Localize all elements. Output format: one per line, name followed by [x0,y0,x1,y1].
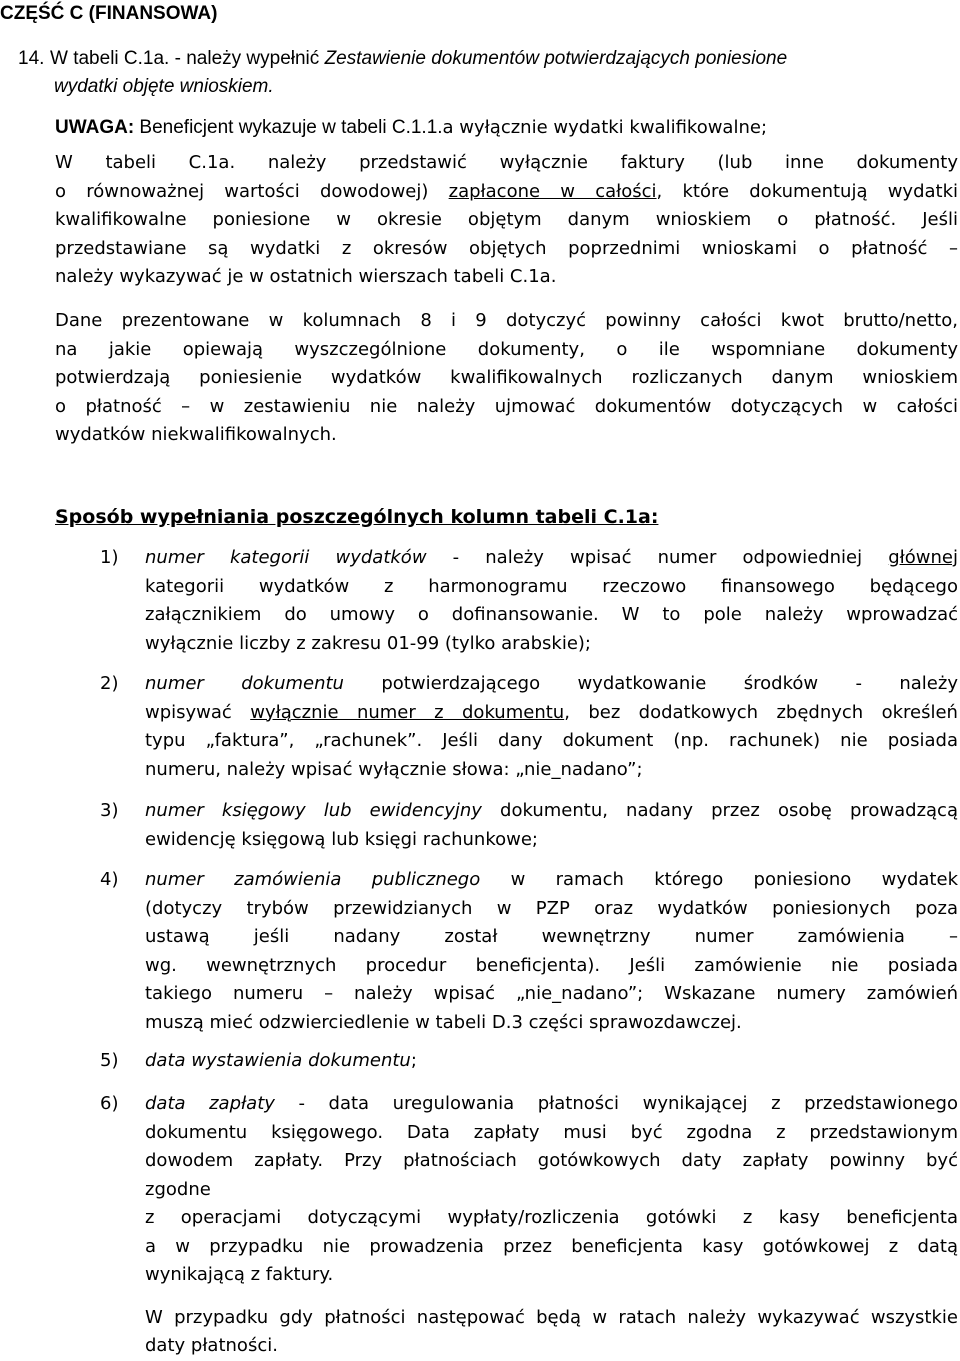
para1-line-5: należy wykazywać je w ostatnich wierszach tabeli C.1a. [55,266,557,287]
item-2-line-3: typu „faktura”, „rachunek”. Jeśli dany dokument (np. rachunek) nie posiada [145,730,958,751]
para2-line-2: na jakie opiewają wyszczególnione dokumenty, o ile wspomniane dokumenty [55,338,958,360]
item-2-term: numer dokumentu [145,673,344,694]
point-14 [18,45,948,101]
item-number: 5) [100,1050,119,1071]
list-item-5 [100,1047,958,1076]
item-4-line-2: (dotyczy trybów przewidzianych w PZP oraz wydatków poniesionych poza [145,897,958,919]
item-number: 1) [100,547,119,568]
para1-line-2a: o równoważnej wartości dowodowej) [55,180,449,202]
item-2-line-2a: wpisywać [145,701,251,723]
section-title: Sposób wypełniania poszczególnych kolumn tabeli C.1a: [55,506,659,528]
point-14-italic-title: Zestawienie dokumentów potwierdzających poniesione [324,48,788,69]
item-2-rest: potwierdzającego wydatkowanie środków - należy [343,673,958,694]
item-2-line-1 [145,670,958,699]
list-item-3 [100,797,958,854]
page-heading: CZĘŚĆ C (FINANSOWA) [0,3,218,24]
item-2-underlined: wyłącznie numer z dokumentu [250,701,565,723]
paragraph-dane [55,307,958,450]
item-6-line-8: W przypadku gdy płatności następować będą w ratach należy wykazywać wszystkie [145,1306,958,1328]
item-6-term: data zapłaty [145,1093,275,1114]
para1-line-2b: , które dokumentują wydatki [656,180,959,202]
item-6-line-1 [145,1090,958,1119]
uwaga-text: Beneficjent wykazuje w tabeli C.1.1. [134,117,443,138]
uwaga-text-cont: a wyłącznie wydatki kwalifikowalne; [442,117,768,138]
list-item-6 [100,1090,958,1361]
item-5-line-1 [145,1047,958,1076]
item-6-line-6: a w przypadku nie prowadzenia przez beneficjenta kasy gotówkowej z datą [145,1235,958,1257]
item-2-line-4: numeru, należy wpisać wyłącznie słowa: „nie_nadano”; [145,758,643,780]
item-4-rest: w ramach którego poniesiono wydatek [480,869,958,890]
para1-line-2 [55,178,958,207]
item-5-rest: ; [410,1050,417,1071]
item-3-term: numer księgowy lub ewidencyjny [145,800,482,821]
para2-line-3: potwierdzają poniesienie wydatków kwalifikowalnych rozliczanych danym wnioskiem [55,367,958,388]
item-1-line-1 [145,544,958,573]
item-1-line-4: wyłącznie liczby z zakresu 01-99 (tylko arabskie); [145,632,592,654]
para1-line-1: W tabeli C.1a. należy przedstawić wyłącznie faktury (lub inne dokumenty [55,152,958,173]
item-6-line-7: wynikającą z faktury. [145,1264,334,1285]
item-4-line-6: muszą mieć odzwierciedlenie w tabeli D.3 części sprawozdawczej. [145,1011,742,1033]
item-2-line-2 [145,699,958,728]
item-4-line-5: takiego numeru – należy wpisać „nie_nadano”; Wskazane numery zamówień [145,983,958,1004]
item-6-line-5: z operacjami dotyczącymi wypłaty/rozliczenia gotówki z kasy beneficjenta [145,1207,958,1228]
item-1-term: numer kategorii wydatków [145,547,427,568]
item-1-line-2: kategorii wydatków z harmonogramu rzeczowo finansowego będącego [145,575,958,597]
list-item-4 [100,866,958,1037]
uwaga-label: UWAGA: [55,117,135,138]
item-3-line-2: ewidencję księgową lub księgi rachunkowe; [145,828,538,850]
item-3-line-1 [145,797,958,826]
item-number: 4) [100,869,119,890]
item-2-line-2b: , bez dodatkowych zbędnych określeń [564,701,958,723]
item-1-rest: - należy wpisać numer odpowiedniej [426,547,889,568]
para1-line-3: kwalifikowalne poniesione w okresie objętym danym wnioskiem o płatność. Jeśli [55,209,958,230]
uwaga-note [55,114,767,142]
point-14-number: 14. [18,48,45,69]
item-6-line-4: zgodne [145,1178,211,1200]
item-6-line-9: daty płatności. [145,1335,278,1356]
item-number: 6) [100,1093,119,1114]
para2-line-5: wydatków niekwalifikowalnych. [55,424,337,445]
item-4-line-1 [145,866,958,895]
item-4-line-3: ustawą jeśli nadany został wewnętrzny numer zamówienia – [145,926,958,947]
item-number: 3) [100,800,119,821]
item-number: 2) [100,673,119,694]
para2-line-4: o płatność – w zestawieniu nie należy ujmować dokumentów dotyczących w całości [55,395,958,417]
paragraph-tabela [55,149,958,292]
para1-line-4: przedstawiane są wydatki z okresów objętych poprzednimi wnioskami o płatność – [55,237,958,259]
item-4-line-4: wg. wewnętrznych procedur beneficjenta). Jeśli zamówienie nie posiada [145,954,958,976]
list-item-1 [100,544,958,658]
item-6-line-3: dowodem zapłaty. Przy płatnościach gotówkowych daty zapłaty powinny być [145,1150,958,1171]
para2-line-1: Dane prezentowane w kolumnach 8 i 9 dotyczyć powinny całości kwot brutto/netto, [55,310,958,331]
item-6-line-2: dokumentu księgowego. Data zapłaty musi być zgodna z przedstawionym [145,1121,958,1143]
point-14-line-1 [18,45,948,73]
point-14-text: W tabeli C.1a. - należy wypełnić [50,48,325,69]
item-3-rest: dokumentu, nadany przez osobę prowadzącą [481,800,958,821]
item-1-underlined: głównej [888,547,958,568]
point-14-line-2: wydatki objęte wnioskiem. [54,76,274,97]
para1-underlined: zapłacone w całości [448,180,657,202]
item-5-term: data wystawienia dokumentu [145,1050,411,1071]
list-item-2 [100,670,958,784]
item-4-term: numer zamówienia publicznego [145,869,481,890]
item-1-line-3: załącznikiem do umowy o dofinansowanie. W to pole należy wprowadzać [145,604,958,625]
item-6-rest: - data uregulowania płatności wynikającej z przedstawionego [274,1093,958,1114]
